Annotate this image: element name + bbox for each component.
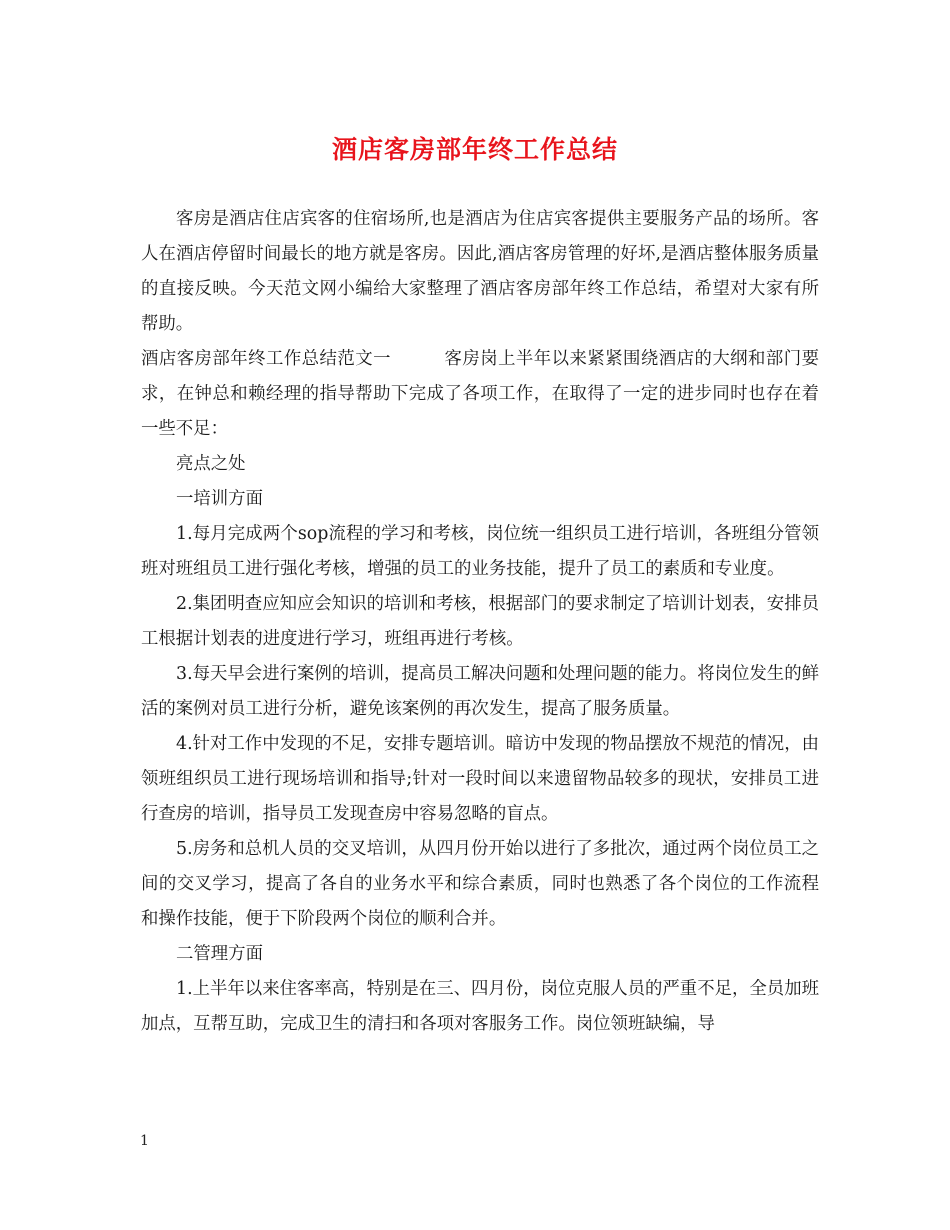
training-heading: 一培训方面 — [176, 489, 263, 509]
management-item-1: 1.上半年以来住客率高，特别是在三、四月份，岗位克服人员的严重不足，全员加班加点，互帮互助，完成卫生的清扫和各项对客服务工作。岗位领班缺编，导 — [141, 979, 819, 1034]
training-item-1: 1.每月完成两个sop流程的学习和考核，岗位统一组织员工进行培训，各班组分管领班对班组员工进行强化考核，增强的员工的业务技能，提升了员工的素质和专业度。 — [141, 524, 819, 579]
training-item-3: 3.每天早会进行案例的培训，提高员工解决问题和处理问题的能力。将岗位发生的鲜活的案例对员工进行分析，避免该案例的再次发生，提高了服务质量。 — [141, 664, 819, 719]
highlights-heading: 亮点之处 — [176, 454, 246, 474]
management-heading: 二管理方面 — [176, 944, 263, 964]
training-item-5: 5.房务和总机人员的交叉培训，从四月份开始以进行了多批次，通过两个岗位员工之间的交叉学习，提高了各自的业务水平和综合素质，同时也熟悉了各个岗位的工作流程和操作技能，便于下阶段两个岗位的顺利合并。 — [141, 839, 819, 929]
document-body — [141, 202, 819, 1042]
intro-paragraph: 客房是酒店住店宾客的住宿场所,也是酒店为住店宾客提供主要服务产品的场所。客人在酒店停留时间最长的地方就是客房。因此,酒店客房管理的好坏,是酒店整体服务质量的直接反映。今天范文网小编给大家整理了酒店客房部年终工作总结，希望对大家有所帮助。 — [141, 209, 819, 334]
document-title: 酒店客房部年终工作总结 — [331, 135, 618, 164]
training-item-4: 4.针对工作中发现的不足，安排专题培训。暗访中发现的物品摆放不规范的情况，由领班组织员工进行现场培训和指导;针对一段时间以来遗留物品较多的现状，安排员工进行查房的培训，指导员工发现查房中容易忽略的盲点。 — [141, 734, 819, 824]
training-item-2: 2.集团明查应知应会知识的培训和考核，根据部门的要求制定了培训计划表，安排员工根据计划表的进度进行学习，班组再进行考核。 — [141, 594, 819, 649]
sample-one-paragraph: 酒店客房部年终工作总结范文一 客房岗上半年以来紧紧围绕酒店的大纲和部门要求，在钟总和赖经理的指导帮助下完成了各项工作，在取得了一定的进步同时也存在着一些不足： — [141, 349, 819, 439]
page-number: 1 — [140, 1133, 149, 1149]
